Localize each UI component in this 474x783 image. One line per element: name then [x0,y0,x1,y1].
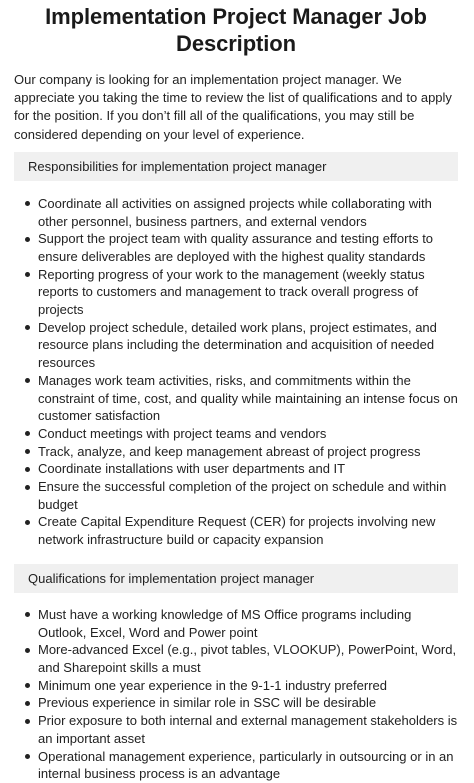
responsibilities-heading: Responsibilities for implementation project manager [14,152,458,181]
list-item: Develop project schedule, detailed work plans, project estimates, and resource plans including the determination and acquisition of needed resources [14,319,458,372]
page-title: Implementation Project Manager Job Description [45,4,427,56]
list-item: Conduct meetings with project teams and vendors [14,425,458,443]
qualifications-list [14,606,458,783]
list-item: Coordinate installations with user departments and IT [14,460,458,478]
intro-paragraph: Our company is looking for an implementation project manager. We appreciate you taking the time to review the list of qualifications and to apply for the position. If you don’t fill all of the qualifications, you may still be considered depending on your level of experience. [14,72,452,142]
list-item: More-advanced Excel (e.g., pivot tables, VLOOKUP), PowerPoint, Word, and Sharepoint skills a must [14,641,458,676]
list-item: Create Capital Expenditure Request (CER) for projects involving new network infrastructure build or capacity expansion [14,513,458,548]
list-item: Coordinate all activities on assigned projects while collaborating with other personnel, business partners, and external vendors [14,195,458,230]
list-item: Operational management experience, particularly in outsourcing or in an internal business process is an advantage [14,748,458,783]
list-item: Reporting progress of your work to the management (weekly status reports to customers and management to track overall progress of projects [14,266,458,319]
list-item: Ensure the successful completion of the project on schedule and within budget [14,478,458,513]
list-item: Previous experience in similar role in SSC will be desirable [14,694,458,712]
qualifications-heading: Qualifications for implementation project manager [14,564,458,593]
list-item: Prior exposure to both internal and external management stakeholders is an important asset [14,712,458,747]
responsibilities-list [14,195,458,549]
list-item: Support the project team with quality assurance and testing efforts to ensure deliverables are deployed with the highest quality standards [14,230,458,265]
list-item: Manages work team activities, risks, and commitments within the constraint of time, cost, and quality while maintaining an intense focus on customer satisfaction [14,372,458,425]
list-item: Minimum one year experience in the 9-1-1 industry preferred [14,677,458,695]
list-item: Must have a working knowledge of MS Office programs including Outlook, Excel, Word and Power point [14,606,458,641]
list-item: Track, analyze, and keep management abreast of project progress [14,443,458,461]
